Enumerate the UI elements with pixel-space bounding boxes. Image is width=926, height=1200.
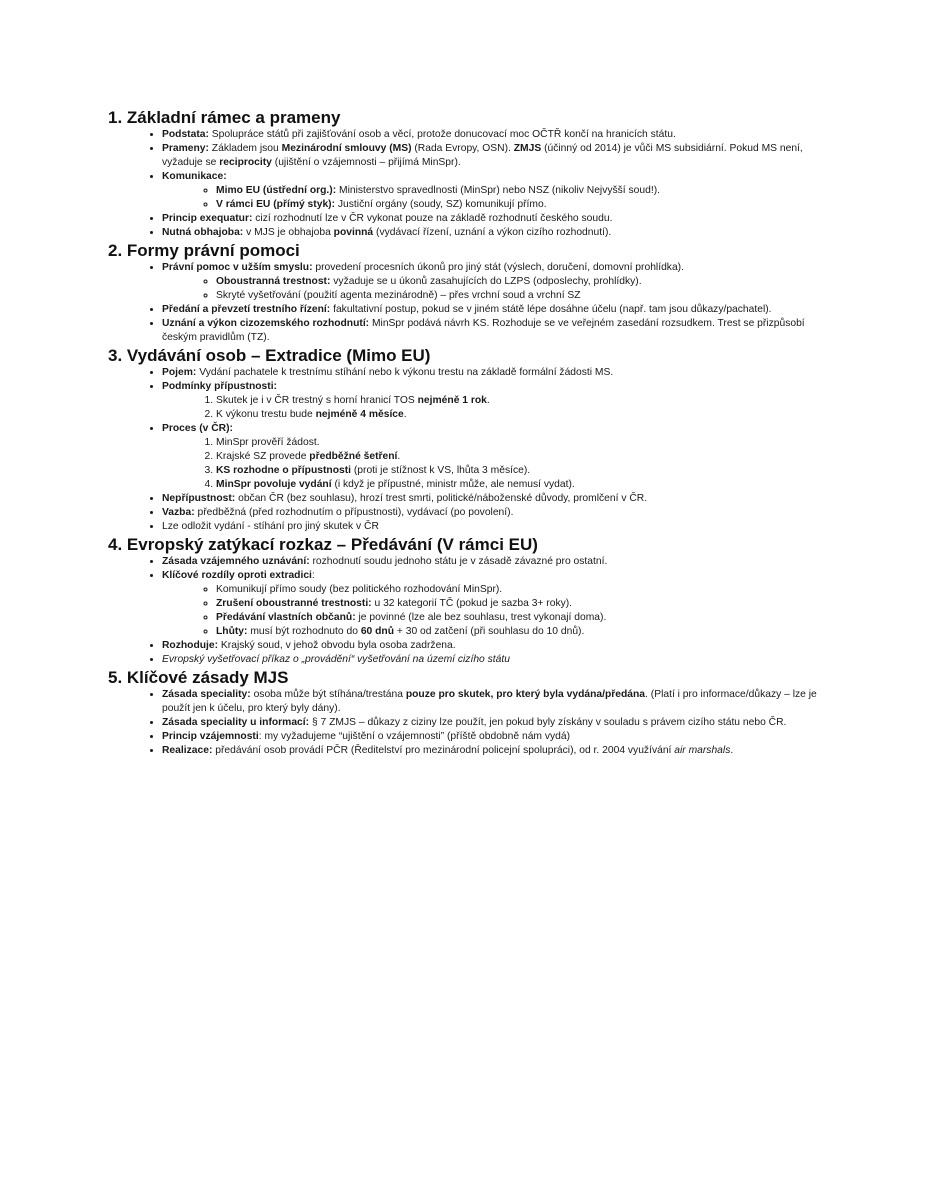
list-item: • Rozhoduje: Krajský soud, v jehož obvodu byla osoba zadržena.	[162, 639, 820, 653]
list-item: • Podmínky přípustnosti: 1. Skutek je i v ČR trestný s horní hranicí TOS nejméně 1 rok. 2. K výkonu trestu bude nejméně 4 měsíce.	[162, 380, 820, 422]
section-5	[108, 668, 820, 758]
section-1-heading: 1. Základní rámec a prameny	[108, 108, 341, 127]
numbered-sublist	[162, 436, 820, 492]
document-page	[108, 108, 820, 759]
list-item: • Předání a převzetí trestního řízení: fakultativní postup, pokud se v jiném státě lépe dosáhne účelu (např. tam jsou důkazy/pachatel).	[162, 303, 820, 317]
section-3	[108, 346, 820, 534]
list-item: • Zásada speciality: osoba může být stíhána/trestána pouze pro skutek, pro který byla vydána/předána. (Platí i pro informace/důkazy – lze je použít jen k účelu, pro který byly dány).	[162, 688, 820, 716]
section-1-list	[108, 128, 820, 240]
sublist-item: 4. MinSpr povoluje vydání (i když je přípustné, ministr může, ale nemusí vydat).	[216, 478, 820, 492]
section-5-list	[108, 688, 820, 758]
sublist-item: ◦ Skryté vyšetřování (použití agenta mezinárodně) – přes vrchní soud a vrchní SZ	[216, 289, 820, 303]
list-item: • Pojem: Vydání pachatele k trestnímu stíhání nebo k výkonu trestu na základě formální žádosti MS.	[162, 366, 820, 380]
list-item: • Evropský vyšetřovací příkaz o „provádění“ vyšetřování na území cizího státu	[162, 653, 820, 667]
list-item: • Realizace: předávání osob provádí PČR (Ředitelství pro mezinárodní policejní spolupráci), od r. 2004 využívání air marshals.	[162, 744, 820, 758]
list-item: • Zásada vzájemného uznávání: rozhodnutí soudu jednoho státu je v zásadě závazné pro ostatní.	[162, 555, 820, 569]
numbered-sublist	[162, 394, 820, 422]
section-4-heading: 4. Evropský zatýkací rozkaz – Předávání (V rámci EU)	[108, 535, 538, 554]
list-item: • Princip exequatur: cizí rozhodnutí lze v ČR vykonat pouze na základě rozhodnutí českého soudu.	[162, 212, 820, 226]
list-item: • Prameny: Základem jsou Mezinárodní smlouvy (MS) (Rada Evropy, OSN). ZMJS (účinný od 2014) je vůči MS subsidiární. Pokud MS není, vyžaduje se reciprocity (ujištění o vzájemnosti – přijímá MinSpr).	[162, 142, 820, 170]
section-1	[108, 108, 820, 240]
sublist-item: ◦ V rámci EU (přímý styk): Justiční orgány (soudy, SZ) komunikují přímo.	[216, 198, 820, 212]
sublist-item: 3. KS rozhodne o přípustnosti (proti je stížnost k VS, lhůta 3 měsíce).	[216, 464, 820, 478]
list-item: • Klíčové rozdíly oproti extradici: ◦ Komunikují přímo soudy (bez politického rozhodování MinSpr). ◦ Zrušení oboustranné trestnosti: u 32 kategorií TČ (pokud je sazba 3+ roky). ◦ Předávání vlastních občanů: je povinné (lze ale bez souhlasu, trest vykonají doma). ◦ Lhůty: musí být rozhodnuto do 60 dnů + 30 od zatčení (při souhlasu do 10 dnů).	[162, 569, 820, 639]
section-3-heading: 3. Vydávání osob – Extradice (Mimo EU)	[108, 346, 431, 365]
list-item: • Uznání a výkon cizozemského rozhodnutí: MinSpr podává návrh KS. Rozhoduje se ve veřejném zasedání rozsudkem. Trest se přizpůsobí českým pravidlům (TZ).	[162, 317, 820, 345]
section-2-heading: 2. Formy právní pomoci	[108, 241, 300, 260]
sublist	[162, 184, 820, 212]
list-item: • Nepřípustnost: občan ČR (bez souhlasu), hrozí trest smrti, politické/náboženské důvody, promlčení v ČR.	[162, 492, 820, 506]
list-item: • Zásada speciality u informací: § 7 ZMJS – důkazy z ciziny lze použít, jen pokud byly získány v souladu s právem cizího státu nebo ČR.	[162, 716, 820, 730]
list-item: • Vazba: předběžná (před rozhodnutím o přípustnosti), vydávací (po povolení).	[162, 506, 820, 520]
list-item: • Nutná obhajoba: v MJS je obhajoba povinná (vydávací řízení, uznání a výkon cizího rozhodnutí).	[162, 226, 820, 240]
sublist-item: ◦ Lhůty: musí být rozhodnuto do 60 dnů + 30 od zatčení (při souhlasu do 10 dnů).	[216, 625, 820, 639]
list-item: • Komunikace: ◦ Mimo EU (ústřední org.): Ministerstvo spravedlnosti (MinSpr) nebo NSZ (nikoliv Nejvyšší soud!). ◦ V rámci EU (přímý styk): Justiční orgány (soudy, SZ) komunikují přímo.	[162, 170, 820, 212]
sublist-item: ◦ Oboustranná trestnost: vyžaduje se u úkonů zasahujících do LZPS (odposlechy, prohlídky).	[216, 275, 820, 289]
section-4-list	[108, 555, 820, 667]
section-2	[108, 241, 820, 345]
sublist	[162, 583, 820, 639]
section-5-heading: 5. Klíčové zásady MJS	[108, 668, 289, 687]
sublist-item: 2. K výkonu trestu bude nejméně 4 měsíce.	[216, 408, 820, 422]
list-item: • Právní pomoc v užším smyslu: provedení procesních úkonů pro jiný stát (výslech, doručení, domovní prohlídka). ◦ Oboustranná trestnost: vyžaduje se u úkonů zasahujících do LZPS (odposlechy, prohlídky). ◦ Skryté vyšetřování (použití agenta mezinárodně) – přes vrchní soud a vrchní SZ	[162, 261, 820, 303]
sublist-item: ◦ Zrušení oboustranné trestnosti: u 32 kategorií TČ (pokud je sazba 3+ roky).	[216, 597, 820, 611]
list-item: • Lze odložit vydání - stíhání pro jiný skutek v ČR	[162, 520, 820, 534]
list-item: • Podstata: Spolupráce států při zajišťování osob a věcí, protože donucovací moc OČTŘ končí na hranicích státu.	[162, 128, 820, 142]
sublist-item: ◦ Mimo EU (ústřední org.): Ministerstvo spravedlnosti (MinSpr) nebo NSZ (nikoliv Nejvyšší soud!).	[216, 184, 820, 198]
sublist-item: 1. MinSpr prověří žádost.	[216, 436, 820, 450]
section-2-list	[108, 261, 820, 345]
list-item: • Proces (v ČR): 1. MinSpr prověří žádost. 2. Krajské SZ provede předběžné šetření. 3. KS rozhodne o přípustnosti (proti je stížnost k VS, lhůta 3 měsíce). 4. MinSpr povoluje vydání (i když je přípustné, ministr může, ale nemusí vydat).	[162, 422, 820, 492]
section-3-list	[108, 366, 820, 534]
section-4	[108, 535, 820, 667]
sublist-item: ◦ Komunikují přímo soudy (bez politického rozhodování MinSpr).	[216, 583, 820, 597]
sublist-item: 1. Skutek je i v ČR trestný s horní hranicí TOS nejméně 1 rok.	[216, 394, 820, 408]
sublist-item: 2. Krajské SZ provede předběžné šetření.	[216, 450, 820, 464]
sublist-item: ◦ Předávání vlastních občanů: je povinné (lze ale bez souhlasu, trest vykonají doma).	[216, 611, 820, 625]
sublist	[162, 275, 820, 303]
list-item: • Princip vzájemnosti: my vyžadujeme “ujištění o vzájemnosti” (příště obdobně nám vydá)	[162, 730, 820, 744]
